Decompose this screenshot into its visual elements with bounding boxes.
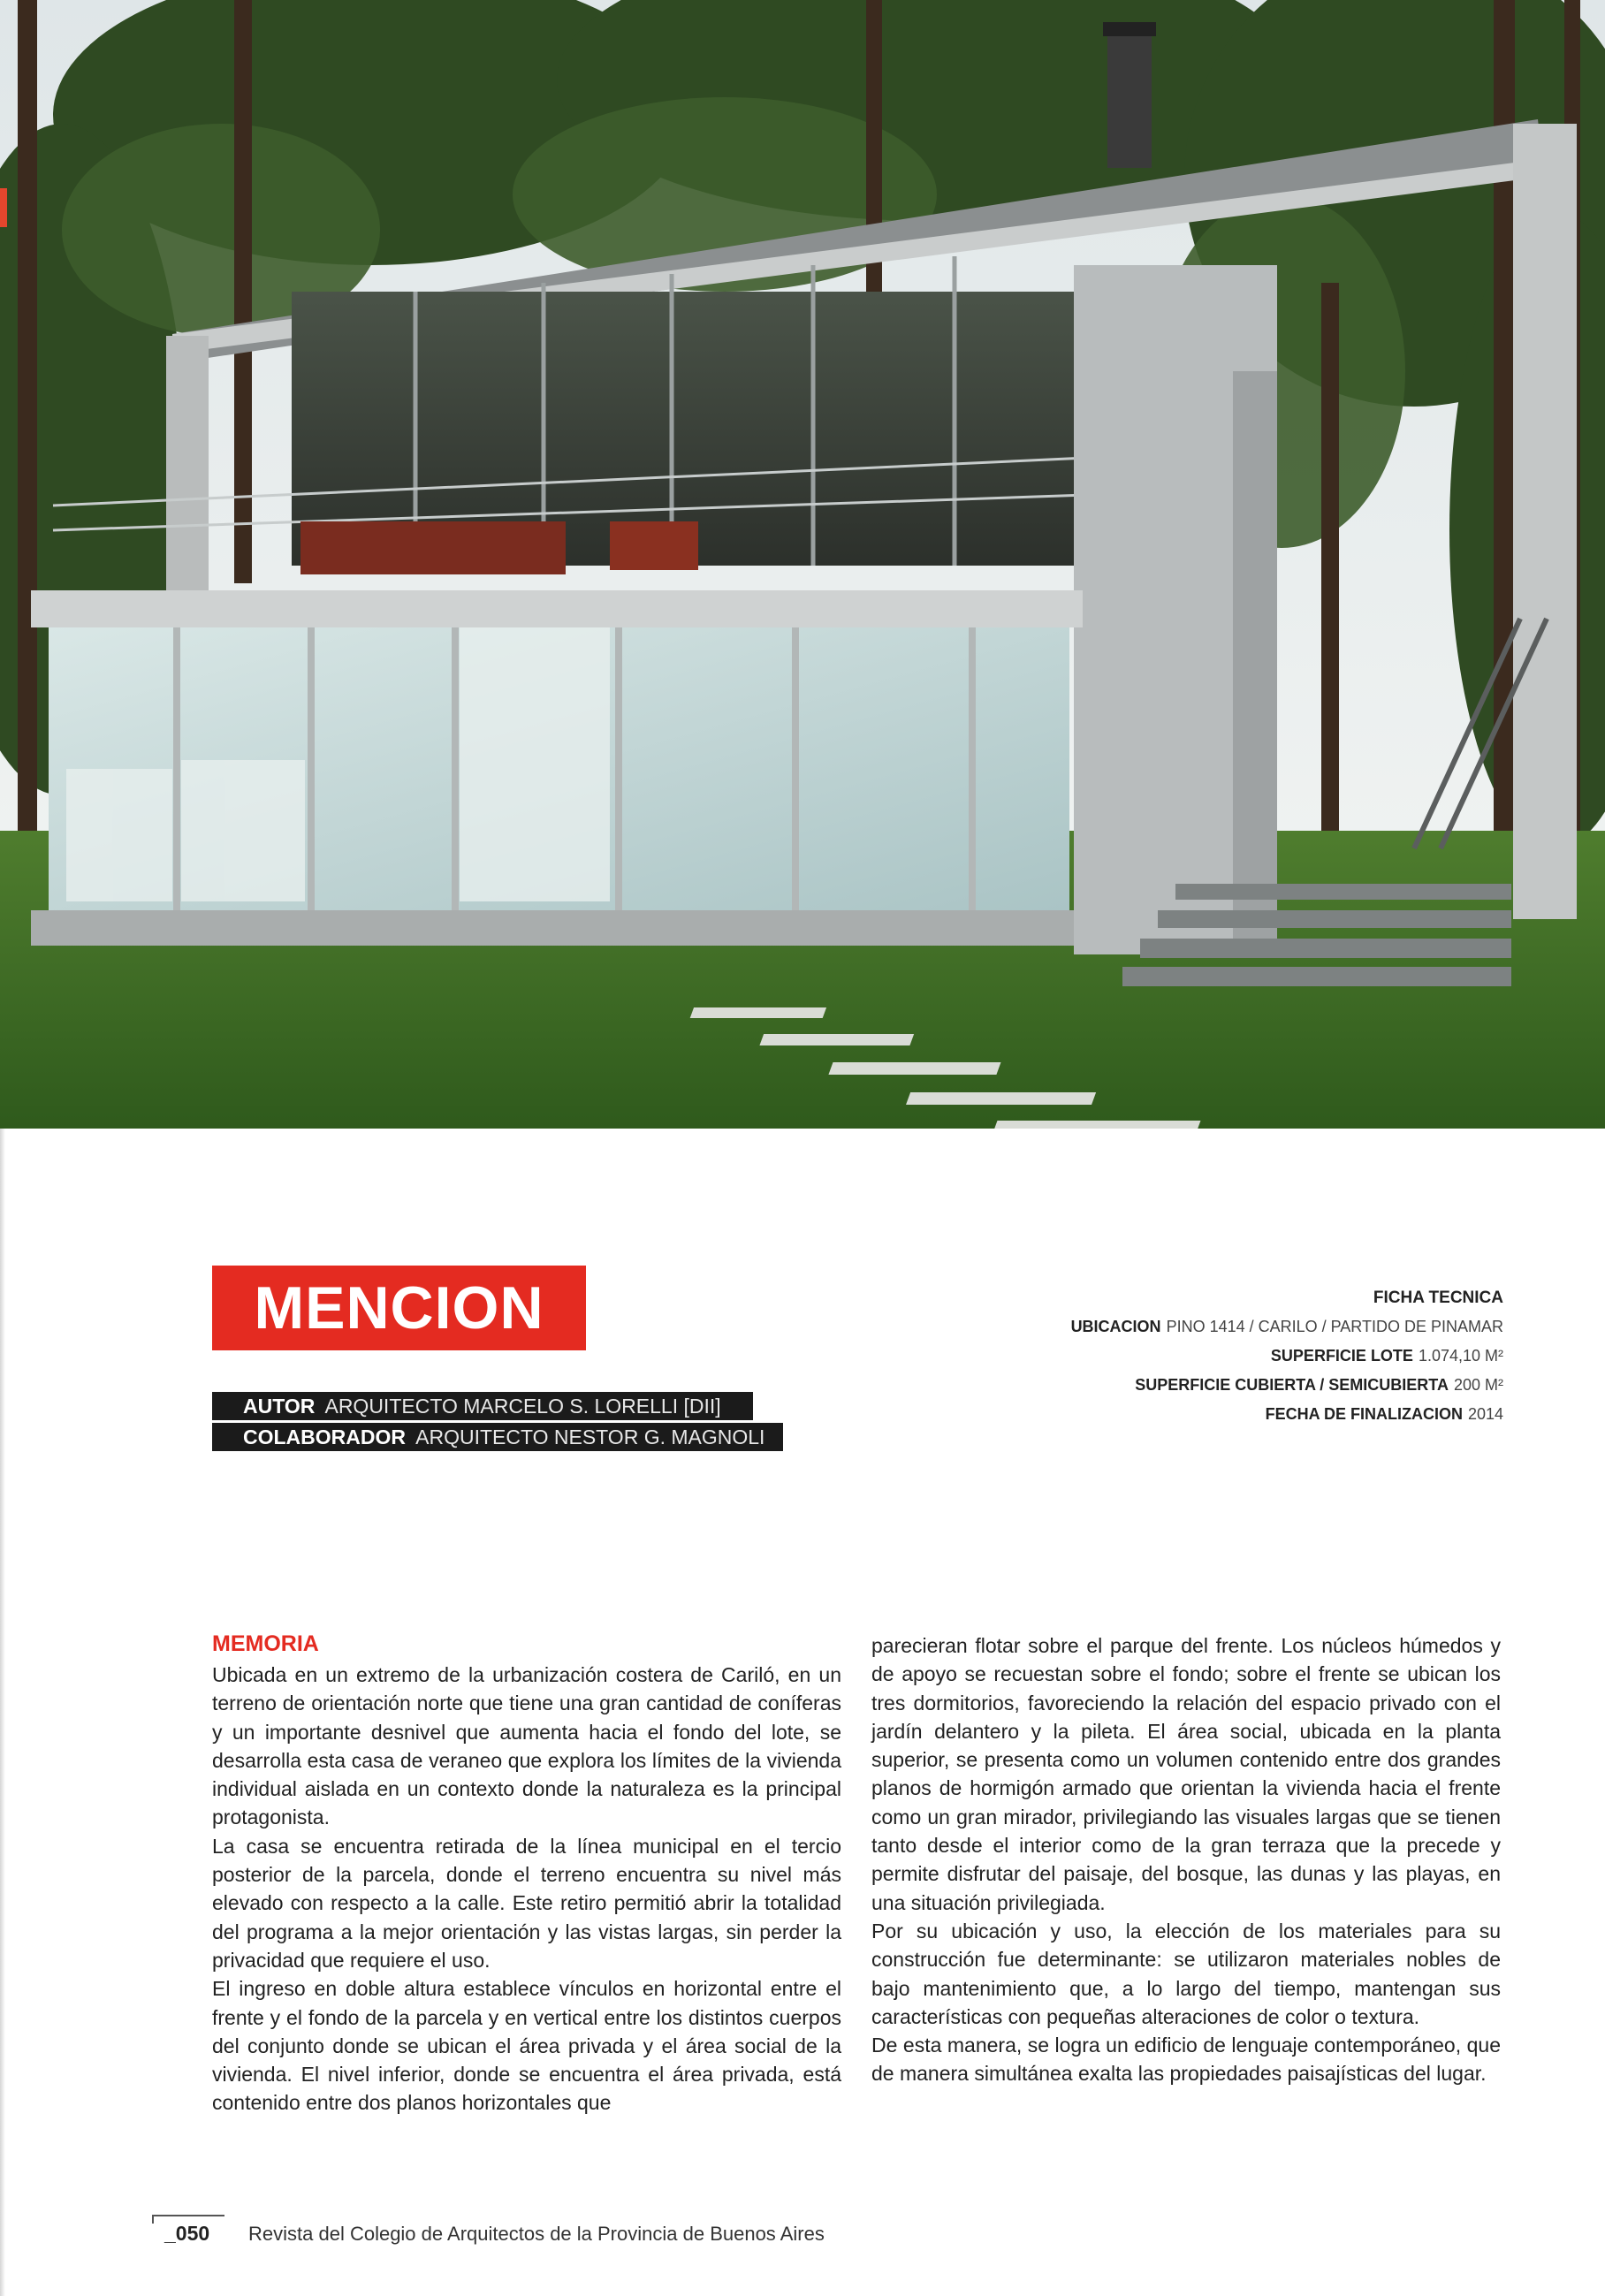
house-photo-drawing xyxy=(0,0,1605,1129)
credit-author-value: ARQUITECTO MARCELO S. LORELLI [DII] xyxy=(324,1395,721,1418)
edge-red-mark xyxy=(0,188,7,227)
memoria-paragraph: De esta manera, se logra un edificio de lenguaje contemporáneo, que de manera simultánea exalta las propiedades paisajísticas del lugar. xyxy=(871,2034,1501,2086)
sheet-row-label: SUPERFICIE LOTE xyxy=(1270,1347,1413,1365)
memoria-paragraph: El ingreso en doble altura establece vínculos en horizontal entre el frente y el fondo de la parcela y en vertical entre los distintos cuerpos del conjunto donde se ubican el área privada y el área social de la vivienda. El nivel inferior, donde se encuentra el área privada, está contenido entre dos planos horizontales que xyxy=(212,1977,841,2115)
sheet-row-completion-date xyxy=(1071,1400,1503,1429)
footer-rule-tick xyxy=(152,2215,154,2224)
credit-collaborator-label: COLABORADOR xyxy=(243,1425,406,1448)
sheet-row-location xyxy=(1071,1312,1503,1342)
memoria-paragraph: parecieran flotar sobre el parque del frente. Los núcleos húmedos y de apoyo se recuestan sobre el fondo; sobre el frente se ubican los tres dormitorios, favoreciendo la relación del espacio privado con el jardín delantero y la pileta. El área social, ubicada en la planta superior, se presenta como un volumen contenido entre dos grandes planos de hormigón armado que orientan la vivienda hacia el frente como un gran mirador, privilegiando las visuales largas que se tienen tanto desde el interior como de la gran terraza que la precede y permite disfrutar del paisaje, del bosque, las dunas y las playas, en una situación privilegiada. xyxy=(871,1634,1501,1914)
memoria-column-left xyxy=(212,1661,841,2117)
credit-collaborator-value: ARQUITECTO NESTOR G. MAGNOLI xyxy=(415,1425,765,1448)
house-photo xyxy=(0,0,1605,1129)
sheet-row-covered-area xyxy=(1071,1371,1503,1400)
credit-author-label: AUTOR xyxy=(243,1395,316,1418)
award-badge: MENCION xyxy=(212,1266,586,1350)
technical-sheet-title: FICHA TECNICA xyxy=(1373,1289,1503,1307)
footer-rule xyxy=(152,2215,224,2216)
publication-name: Revista del Colegio de Arquitectos de la Provincia de Buenos Aires xyxy=(248,2223,825,2245)
memoria-column-right xyxy=(871,1631,1501,2088)
sheet-row-value: 200 M² xyxy=(1453,1376,1503,1394)
sheet-row-value: 2014 xyxy=(1467,1405,1503,1423)
sheet-row-lot-area xyxy=(1071,1342,1503,1371)
memoria-paragraph: Ubicada en un extremo de la urbanización costera de Cariló, en un terreno de orientación norte que tiene una gran cantidad de coníferas y un importante desnivel que aumenta hacia el fondo del lote, se desarrolla esta casa de veraneo que explora los límites de la vivienda individual aislada en un contexto donde la naturaleza es la principal protagonista. xyxy=(212,1663,841,1829)
credit-collaborator xyxy=(212,1423,783,1451)
sheet-row-label: FECHA DE FINALIZACION xyxy=(1265,1405,1463,1423)
memoria-paragraph: La casa se encuentra retirada de la línea municipal en el tercio posterior de la parcela, donde el terreno encuentra su nivel más elevado con respecto a la calle. Este retiro permitió abrir la totalidad del programa a la mejor orientación y las vistas largas, sin perder la privacidad que requiere el uso. xyxy=(212,1834,841,1972)
technical-sheet xyxy=(1071,1283,1503,1429)
sheet-row-value: 1.074,10 M² xyxy=(1418,1347,1503,1365)
sheet-row-value: PINO 1414 / CARILO / PARTIDO DE PINAMAR xyxy=(1166,1318,1503,1335)
memoria-paragraph: Por su ubicación y uso, la elección de los materiales para su construcción fue determinante: se utilizaron materiales nobles de bajo mantenimiento que, a lo largo del tiempo, mantengan sus características con pequeñas alteraciones de color o textura. xyxy=(871,1919,1501,2028)
scan-edge-shadow xyxy=(0,1129,5,2296)
memoria-heading: MEMORIA xyxy=(212,1631,319,1656)
sheet-row-label: UBICACION xyxy=(1070,1318,1161,1335)
sheet-row-label: SUPERFICIE CUBIERTA / SEMICUBIERTA xyxy=(1135,1376,1449,1394)
page-number: _050 xyxy=(164,2222,210,2245)
credit-author xyxy=(212,1392,753,1420)
